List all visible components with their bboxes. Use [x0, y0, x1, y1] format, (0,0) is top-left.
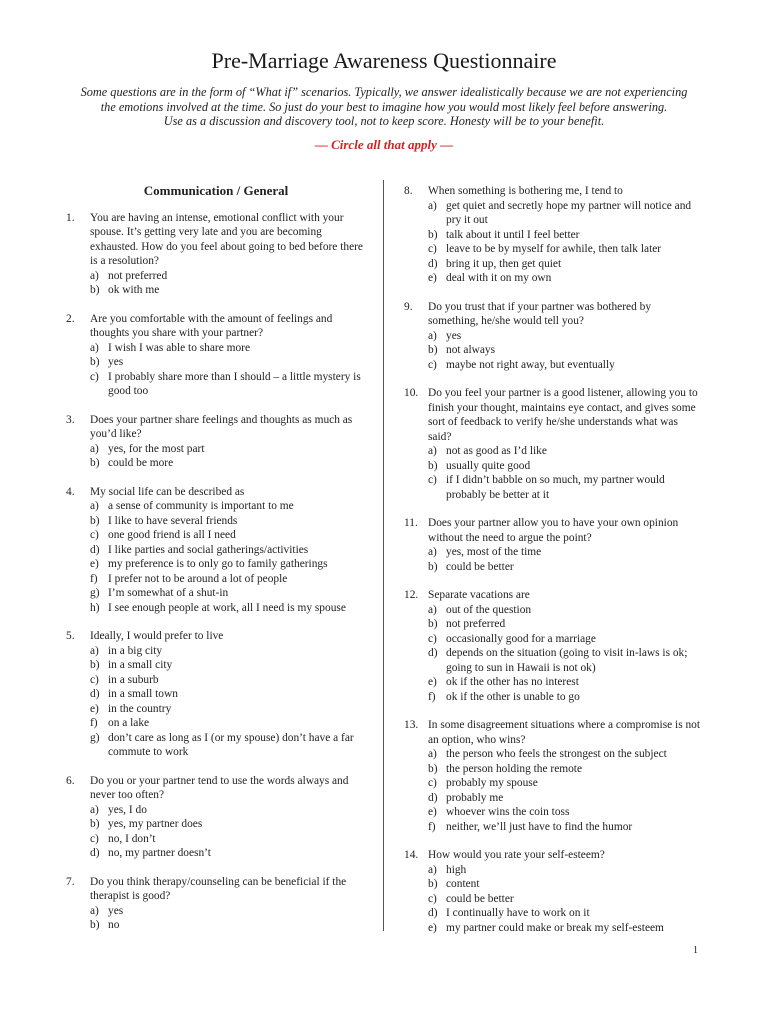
question-text: Does your partner allow you to have your own opinion without the need to argue the point? [428, 517, 679, 544]
option-text: ok if the other is unable to go [446, 690, 580, 703]
option-text: I’m somewhat of a shut-in [108, 587, 229, 599]
question-body [428, 386, 704, 502]
option-letter: f) [428, 820, 436, 833]
option-text: not preferred [446, 618, 506, 630]
option-list [428, 863, 704, 936]
option-letter: a) [428, 603, 437, 616]
answer-option[interactable] [90, 846, 366, 861]
option-text: my preference is to only go to family gatherings [108, 558, 328, 570]
instruction-text: — Circle all that apply — [314, 137, 454, 152]
option-letter: a) [90, 269, 99, 282]
question-number: 14. [404, 849, 419, 861]
question-text: Do you think therapy/counseling can be beneficial if the therapist is good? [90, 875, 347, 902]
option-text: bring it up, then get quiet [446, 257, 562, 270]
option-text: could be better [446, 892, 514, 905]
answer-option[interactable] [428, 545, 704, 560]
option-text: I probably share more than I should – a little mystery is good too [108, 370, 361, 397]
question-body [428, 516, 704, 574]
option-text: I like parties and social gatherings/activities [108, 543, 309, 556]
option-letter: a) [428, 863, 437, 876]
option-text: yes [446, 329, 462, 342]
answer-option[interactable] [90, 370, 366, 399]
intro-line: Use as a discussion and discovery tool, not to keep score. Honesty will be to your benefit. [163, 114, 605, 128]
question-number: 10. [404, 387, 419, 399]
question-number: 9. [404, 300, 413, 313]
question-list-right [404, 184, 704, 935]
question-item [66, 413, 366, 471]
question-item [404, 386, 704, 502]
option-letter: d) [90, 688, 100, 700]
option-letter: c) [428, 892, 437, 905]
answer-option[interactable] [428, 747, 704, 762]
option-letter: c) [90, 370, 99, 383]
question-body [90, 875, 366, 933]
option-letter: a) [428, 329, 437, 342]
option-letter: e) [428, 676, 437, 688]
answer-option[interactable] [428, 560, 704, 575]
page-title: Pre-Marriage Awareness Questionnaire [211, 48, 557, 73]
option-list [90, 499, 366, 615]
option-letter: f) [90, 717, 98, 729]
answer-option[interactable] [90, 514, 366, 529]
intro-line: the emotions involved at the time. So just do your best to imagine how you would most likely feel before answering. [100, 99, 668, 114]
answer-option[interactable] [428, 646, 704, 675]
option-list [428, 603, 704, 705]
right-column [404, 184, 704, 949]
question-item [66, 774, 366, 861]
question-item [66, 211, 366, 298]
option-text: I prefer not to be around a lot of people [108, 572, 288, 585]
option-text: no, I don’t [108, 832, 156, 845]
answer-option[interactable] [428, 473, 704, 502]
option-letter: a) [90, 644, 99, 657]
option-text: usually quite good [446, 459, 531, 472]
answer-option[interactable] [428, 329, 704, 344]
option-text: ok with me [108, 284, 160, 296]
question-text: In some disagreement situations where a compromise is not an option, who wins? [428, 719, 701, 746]
option-text: occasionally good for a marriage [446, 632, 596, 645]
option-text: could be better [446, 560, 514, 573]
answer-option[interactable] [90, 644, 366, 659]
option-letter: c) [428, 358, 437, 371]
question-item [404, 516, 704, 574]
answer-option[interactable] [428, 242, 704, 257]
option-letter: e) [90, 702, 99, 715]
answer-option[interactable] [90, 269, 366, 284]
answer-option[interactable] [90, 442, 366, 457]
option-list [90, 442, 366, 471]
answer-option[interactable] [428, 271, 704, 286]
option-list [90, 341, 366, 399]
option-text: deal with it on my own [446, 272, 552, 284]
answer-option[interactable] [90, 731, 366, 760]
option-letter: b) [428, 560, 438, 573]
option-text: get quiet and secretly hope my partner will notice and pry it out [446, 199, 692, 226]
option-letter: a) [90, 341, 99, 354]
option-letter: b) [428, 762, 438, 775]
option-text: probably my spouse [446, 777, 538, 789]
answer-option[interactable] [428, 228, 704, 243]
question-body [428, 718, 704, 834]
option-text: yes [108, 356, 124, 368]
answer-option[interactable] [428, 892, 704, 907]
question-body [90, 211, 366, 298]
question-item [404, 184, 704, 286]
option-letter: a) [90, 500, 99, 512]
option-letter: b) [428, 228, 438, 241]
question-number: 5. [66, 630, 75, 642]
answer-option[interactable] [428, 358, 704, 373]
answer-option[interactable] [428, 921, 704, 936]
answer-option[interactable] [90, 572, 366, 587]
question-number: 11. [404, 517, 418, 529]
option-text: whoever wins the coin toss [446, 806, 570, 818]
option-letter: d) [428, 791, 438, 804]
answer-option[interactable] [90, 283, 366, 298]
option-list [428, 444, 704, 502]
answer-option[interactable] [90, 528, 366, 543]
answer-option[interactable] [428, 690, 704, 705]
answer-option[interactable] [428, 791, 704, 806]
option-text: in the country [108, 702, 172, 715]
option-letter: a) [428, 748, 437, 760]
answer-option[interactable] [428, 603, 704, 618]
option-list [428, 329, 704, 373]
option-text: maybe not right away, but eventually [446, 358, 615, 371]
question-number: 4. [66, 485, 75, 498]
question-text: How would you rate your self-esteem? [428, 849, 605, 861]
answer-option[interactable] [428, 906, 704, 921]
answer-option[interactable] [90, 918, 366, 933]
question-body [90, 485, 366, 616]
question-text: My social life can be described as [90, 485, 245, 498]
section-heading: Communication / General [143, 183, 289, 198]
question-item [404, 588, 704, 704]
option-letter: g) [90, 731, 100, 744]
option-letter: d) [428, 907, 438, 919]
question-body [90, 629, 366, 760]
answer-option[interactable] [90, 456, 366, 471]
option-letter: e) [428, 272, 437, 284]
option-list [428, 545, 704, 574]
option-list [428, 747, 704, 834]
question-body [428, 848, 704, 935]
option-letter: c) [90, 832, 99, 845]
question-item [66, 629, 366, 760]
answer-option[interactable] [428, 863, 704, 878]
question-text: When something is bothering me, I tend to [428, 185, 623, 197]
option-text: high [446, 863, 467, 876]
answer-option[interactable] [428, 617, 704, 632]
option-text: I like to have several friends [108, 514, 238, 527]
option-text: a sense of community is important to me [108, 500, 294, 512]
question-number: 13. [404, 719, 419, 731]
option-letter: b) [90, 284, 100, 296]
option-letter: c) [428, 777, 437, 789]
option-text: no [108, 919, 120, 931]
question-number: 6. [66, 774, 75, 787]
intro-text [0, 85, 768, 129]
question-text: Are you comfortable with the amount of feelings and thoughts you share with your partner? [90, 312, 333, 339]
option-letter: b) [90, 457, 100, 469]
intro-line: Some questions are in the form of “What if” scenarios. Typically, we answer idealistically because we are not experiencing [80, 85, 688, 99]
option-letter: g) [90, 587, 100, 599]
answer-option[interactable] [428, 805, 704, 820]
option-letter: d) [428, 257, 438, 270]
question-body [428, 588, 704, 704]
answer-option[interactable] [428, 444, 704, 459]
option-text: yes, most of the time [446, 546, 542, 558]
option-letter: b) [428, 878, 438, 890]
option-text: probably me [446, 791, 504, 804]
option-text: the person who feels the strongest on the subject [446, 748, 667, 760]
option-text: I continually have to work on it [446, 907, 590, 919]
option-letter: b) [90, 659, 100, 671]
answer-option[interactable] [428, 632, 704, 647]
question-number: 12. [404, 589, 419, 601]
option-text: yes, my partner does [108, 818, 203, 830]
option-text: leave to be by myself for awhile, then talk later [446, 243, 662, 255]
question-list-left [66, 211, 366, 933]
column-divider [383, 180, 384, 931]
option-letter: a) [90, 904, 99, 917]
option-text: in a small town [108, 688, 178, 700]
answer-option[interactable] [90, 543, 366, 558]
answer-option[interactable] [90, 586, 366, 601]
option-text: in a big city [108, 644, 163, 657]
option-text: talk about it until I feel better [446, 228, 580, 241]
option-text: in a suburb [108, 673, 159, 686]
answer-option[interactable] [90, 817, 366, 832]
option-text: content [446, 878, 480, 890]
option-text: no, my partner doesn’t [108, 847, 211, 859]
question-number: 3. [66, 413, 75, 426]
question-item [404, 300, 704, 373]
question-text: Do you trust that if your partner was bothered by something, he/she would tell you? [428, 300, 652, 327]
answer-option[interactable] [90, 673, 366, 688]
option-letter: a) [428, 199, 437, 212]
option-text: yes, for the most part [108, 442, 205, 455]
question-text: Ideally, I would prefer to live [90, 630, 224, 642]
question-body [428, 184, 704, 286]
option-text: out of the question [446, 603, 532, 616]
option-letter: b) [90, 356, 100, 368]
option-text: yes [108, 904, 124, 917]
answer-option[interactable] [428, 877, 704, 892]
option-letter: d) [90, 847, 100, 859]
question-text: Separate vacations are [428, 589, 530, 601]
answer-option[interactable] [90, 341, 366, 356]
option-letter: a) [428, 445, 437, 457]
question-text: Do you or your partner tend to use the words always and never too often? [90, 774, 349, 801]
option-letter: b) [428, 459, 438, 472]
question-item [404, 718, 704, 834]
option-text: neither, we’ll just have to find the humor [446, 820, 633, 833]
option-text: not as good as I’d like [446, 445, 547, 457]
option-letter: b) [428, 618, 438, 630]
option-text: if I didn’t babble on so much, my partner would probably be better at it [446, 474, 665, 501]
question-number: 1. [66, 211, 75, 224]
answer-option[interactable] [428, 762, 704, 777]
question-item [66, 485, 366, 616]
option-letter: b) [90, 919, 100, 931]
question-number: 7. [66, 875, 75, 888]
question-item [66, 875, 366, 933]
option-letter: d) [90, 543, 100, 556]
question-number: 2. [66, 312, 75, 325]
option-letter: e) [90, 558, 99, 570]
question-item [404, 848, 704, 935]
option-list [90, 803, 366, 861]
option-text: the person holding the remote [446, 762, 583, 775]
option-text: not preferred [108, 269, 168, 282]
option-letter: d) [428, 647, 438, 659]
option-text: I wish I was able to share more [108, 341, 251, 354]
option-letter: e) [428, 921, 437, 934]
question-text: You are having an intense, emotional conflict with your spouse. It’s getting very late and you are becoming exhausted. How do you feel about going to bed before there is a resolution? [90, 211, 363, 267]
question-item [66, 312, 366, 399]
option-letter: a) [90, 803, 99, 816]
option-text: don’t care as long as I (or my spouse) don’t have a far commute to work [108, 731, 354, 758]
option-letter: b) [90, 818, 100, 830]
answer-option[interactable] [90, 716, 366, 731]
option-text: my partner could make or break my self-esteem [446, 921, 664, 934]
option-letter: c) [90, 529, 99, 541]
answer-option[interactable] [428, 459, 704, 474]
answer-option[interactable] [90, 355, 366, 370]
option-letter: c) [428, 474, 437, 486]
option-letter: f) [428, 690, 436, 703]
option-letter: e) [428, 806, 437, 818]
option-letter: b) [90, 514, 100, 527]
left-column [66, 184, 366, 947]
answer-option[interactable] [428, 343, 704, 358]
option-letter: a) [428, 546, 437, 558]
option-list [428, 199, 704, 286]
option-list [90, 904, 366, 933]
option-text: in a small city [108, 659, 173, 671]
answer-option[interactable] [90, 601, 366, 616]
question-number: 8. [404, 185, 413, 197]
answer-option[interactable] [428, 199, 704, 228]
option-letter: c) [90, 673, 99, 686]
answer-option[interactable] [90, 499, 366, 514]
option-text: yes, I do [108, 803, 147, 816]
option-list [90, 644, 366, 760]
option-text: not always [446, 344, 496, 356]
question-body [428, 300, 704, 373]
answer-option[interactable] [90, 557, 366, 572]
question-text: Do you feel your partner is a good listener, allowing you to finish your thought, maintains eye contact, and gives some sort of feedback to verify he/she understands what was said? [428, 387, 698, 443]
question-body [90, 413, 366, 471]
answer-option[interactable] [90, 832, 366, 847]
answer-option[interactable] [428, 776, 704, 791]
option-letter: c) [428, 243, 437, 255]
answer-option[interactable] [90, 687, 366, 702]
question-body [90, 312, 366, 399]
option-text: could be more [108, 457, 174, 469]
answer-option[interactable] [90, 658, 366, 673]
answer-option[interactable] [90, 803, 366, 818]
option-letter: c) [428, 632, 437, 645]
option-text: ok if the other has no interest [446, 676, 579, 688]
option-letter: a) [90, 442, 99, 455]
answer-option[interactable] [428, 820, 704, 835]
answer-option[interactable] [90, 702, 366, 717]
answer-option[interactable] [428, 257, 704, 272]
option-text: I see enough people at work, all I need is my spouse [108, 601, 346, 614]
question-body [90, 774, 366, 861]
question-text: Does your partner share feelings and thoughts as much as you’d like? [90, 413, 353, 440]
option-list [90, 269, 366, 298]
option-letter: b) [428, 344, 438, 356]
option-text: on a lake [108, 717, 150, 729]
answer-option[interactable] [428, 675, 704, 690]
option-letter: f) [90, 572, 98, 585]
answer-option[interactable] [90, 904, 366, 919]
page-number: 1 [693, 945, 698, 956]
option-text: depends on the situation (going to visit in-laws is ok; going to sun in Hawaii is not ok) [446, 647, 688, 674]
option-text: one good friend is all I need [108, 529, 236, 541]
option-letter: h) [90, 601, 100, 614]
